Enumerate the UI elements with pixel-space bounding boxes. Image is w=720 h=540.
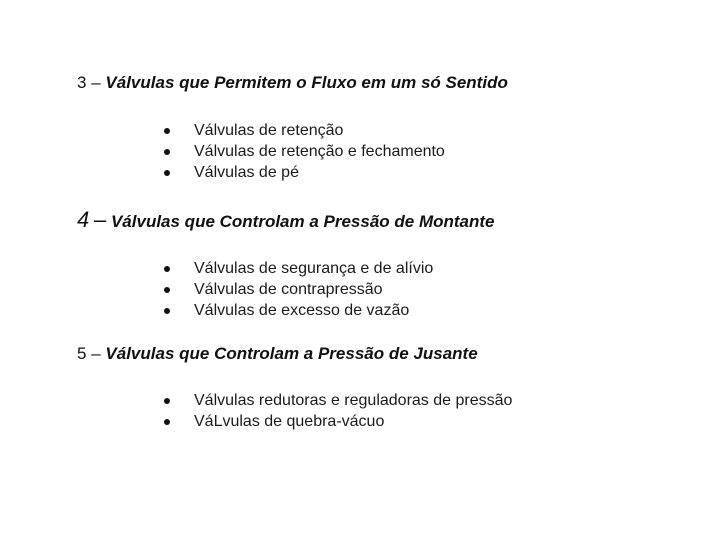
bullet-icon xyxy=(164,266,170,272)
section-5-heading xyxy=(77,344,478,364)
list-item-label: Válvulas de contrapressão xyxy=(194,280,383,298)
list-item xyxy=(162,258,433,279)
list-item xyxy=(162,279,433,300)
section-3-list xyxy=(162,120,445,183)
section-4-number: 4 xyxy=(77,207,90,232)
list-item xyxy=(162,411,512,432)
list-item-label: Válvulas de excesso de vazão xyxy=(194,301,410,319)
list-item xyxy=(162,300,433,321)
section-3-heading xyxy=(77,73,508,93)
bullet-icon xyxy=(164,308,170,314)
list-item-label: Válvulas de retenção xyxy=(194,121,344,139)
bullet-icon xyxy=(164,149,170,155)
bullet-icon xyxy=(164,170,170,176)
bullet-icon xyxy=(164,419,170,425)
section-4-dash: – xyxy=(93,207,107,232)
section-5-number: 5 xyxy=(77,344,87,363)
list-item-label: Válvulas redutoras e reguladoras de pressão xyxy=(194,391,513,409)
section-4-list xyxy=(162,258,433,321)
bullet-icon xyxy=(164,287,170,293)
bullet-icon xyxy=(164,398,170,404)
section-5-title: Válvulas que Controlam a Pressão de Jusante xyxy=(105,344,478,363)
section-4-title: Válvulas que Controlam a Pressão de Montante xyxy=(110,212,495,231)
section-3-number: 3 xyxy=(77,73,87,92)
list-item-label: Válvulas de retenção e fechamento xyxy=(194,142,445,160)
section-3-title: Válvulas que Permitem o Fluxo em um só Sentido xyxy=(105,73,508,92)
list-item xyxy=(162,141,445,162)
section-5-dash: – xyxy=(91,344,101,363)
section-3-dash: – xyxy=(91,73,101,92)
bullet-icon xyxy=(164,128,170,134)
section-4-heading xyxy=(77,207,495,232)
list-item-label: VáLvulas de quebra-vácuo xyxy=(194,412,385,430)
list-item xyxy=(162,120,445,141)
section-5-list xyxy=(162,390,512,432)
list-item-label: Válvulas de segurança e de alívio xyxy=(194,259,434,277)
list-item xyxy=(162,162,445,183)
list-item-label: Válvulas de pé xyxy=(194,163,299,181)
list-item xyxy=(162,390,512,411)
